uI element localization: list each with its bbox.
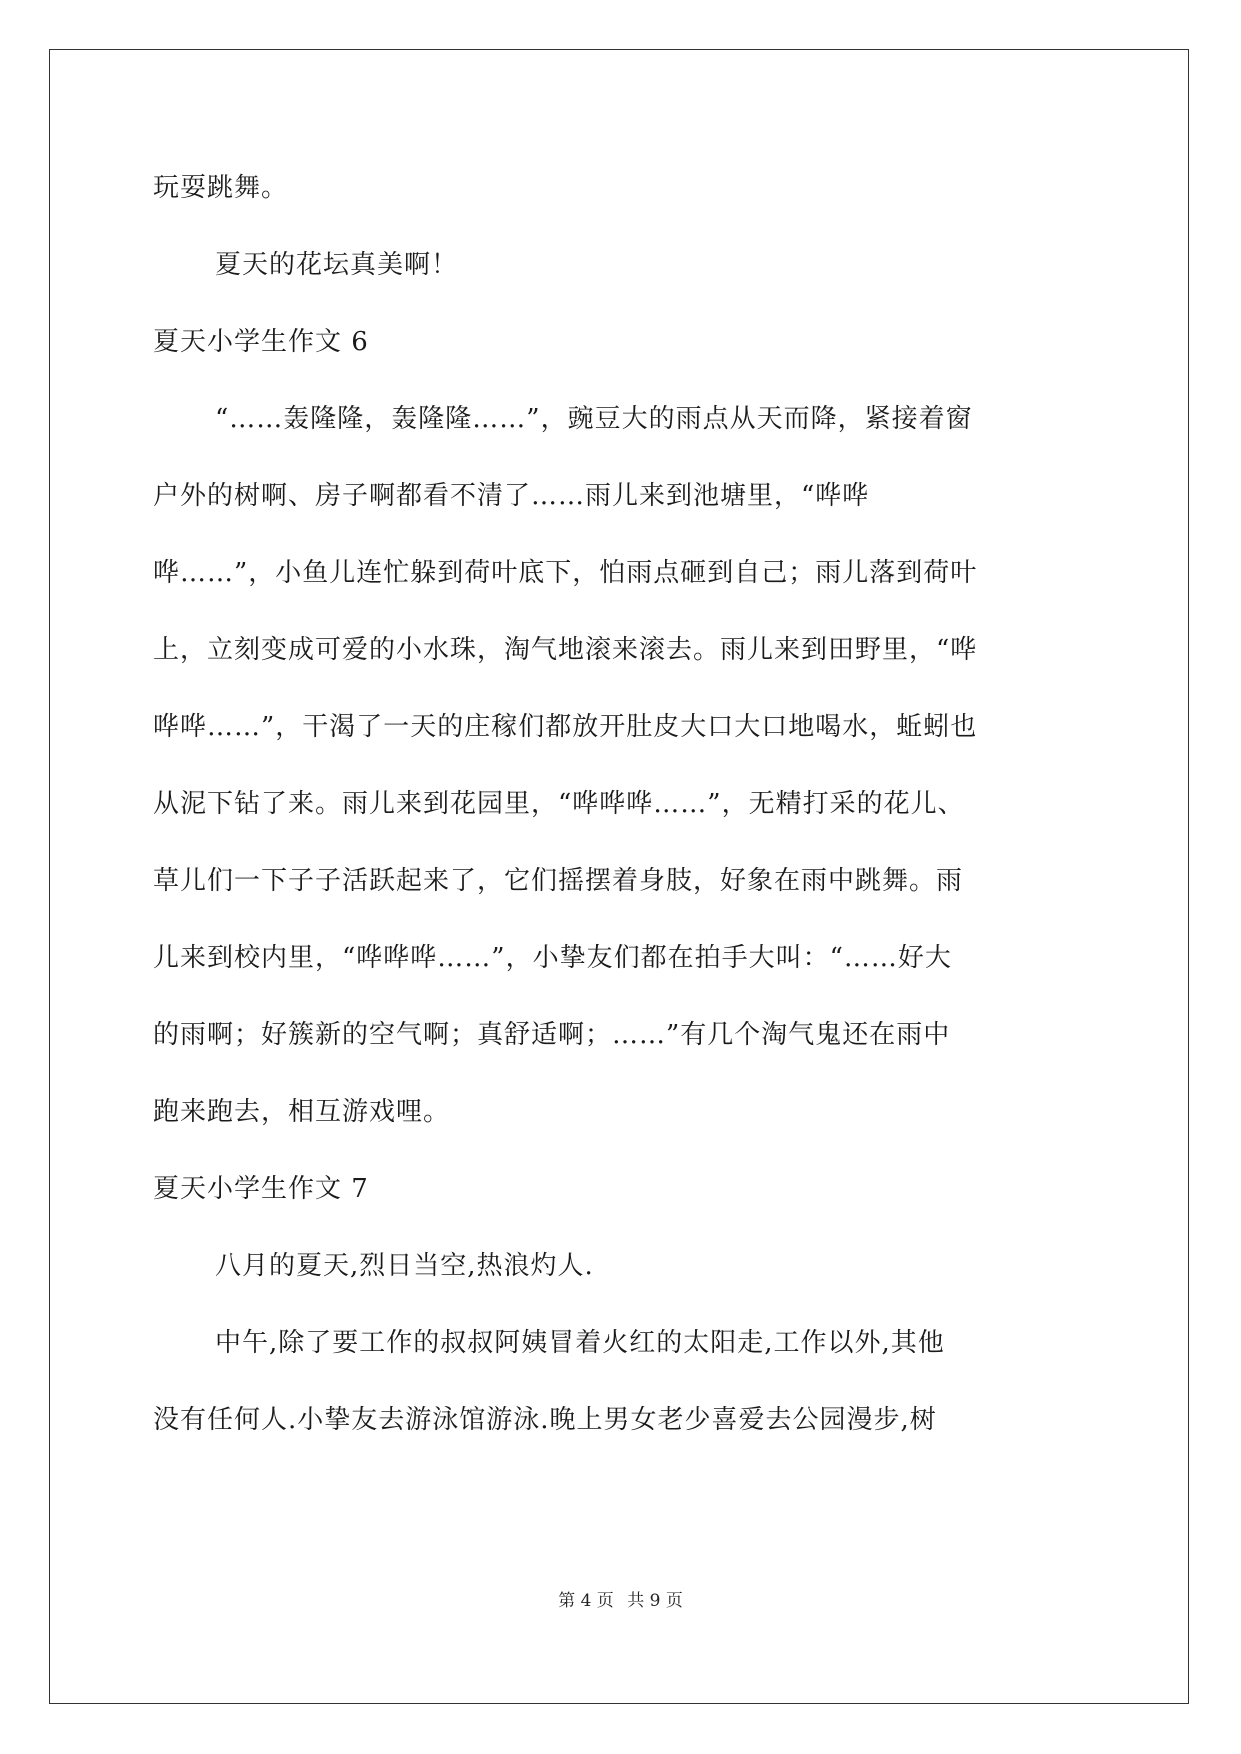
text-line-5: 户外的树啊、房子啊都看不清了……雨儿来到池塘里，“哗哗 bbox=[153, 481, 870, 511]
text-line-17: 没有任何人.小挚友去游泳馆游泳.晚上男女老少喜爱去公园漫步,树 bbox=[153, 1405, 937, 1435]
text-line-8: 哗哗……”，干渴了一天的庄稼们都放开肚皮大口大口地喝水，蚯蚓也 bbox=[153, 712, 978, 742]
section-heading-7: 夏天小学生作文 7 bbox=[153, 1174, 369, 1204]
section-heading-6: 夏天小学生作文 6 bbox=[153, 327, 369, 357]
text-line-4: “……轰隆隆，轰隆隆……”，豌豆大的雨点从天而降，紧接着窗 bbox=[215, 404, 973, 434]
document-body bbox=[153, 150, 1103, 1459]
text-line-12: 的雨啊；好簇新的空气啊；真舒适啊；……”有几个淘气鬼还在雨中 bbox=[153, 1020, 951, 1050]
text-line-16: 中午,除了要工作的叔叔阿姨冒着火红的太阳走,工作以外,其他 bbox=[215, 1328, 945, 1358]
text-line-7: 上，立刻变成可爱的小水珠，淘气地滚来滚去。雨儿来到田野里，“哗 bbox=[153, 635, 978, 665]
page-total: 共 9 页 bbox=[627, 1591, 683, 1611]
text-line-9: 从泥下钻了来。雨儿来到花园里，“哗哗哗……”，无精打采的花儿、 bbox=[153, 789, 965, 819]
text-line-6: 哗……”，小鱼儿连忙躲到荷叶底下，怕雨点砸到自己；雨儿落到荷叶 bbox=[153, 558, 978, 588]
text-line-11: 儿来到校内里，“哗哗哗……”，小挚友们都在拍手大叫：“……好大 bbox=[153, 943, 952, 973]
text-line-2: 夏天的花坛真美啊！ bbox=[215, 250, 459, 280]
text-line-1: 玩耍跳舞。 bbox=[153, 173, 289, 203]
text-line-10: 草儿们一下子子活跃起来了，它们摇摆着身肢，好象在雨中跳舞。雨 bbox=[153, 866, 964, 896]
page-footer bbox=[0, 1586, 1241, 1611]
text-line-13: 跑来跑去，相互游戏哩。 bbox=[153, 1097, 451, 1127]
page-number: 第 4 页 bbox=[558, 1591, 614, 1611]
text-line-15: 八月的夏天,烈日当空,热浪灼人. bbox=[215, 1251, 594, 1281]
